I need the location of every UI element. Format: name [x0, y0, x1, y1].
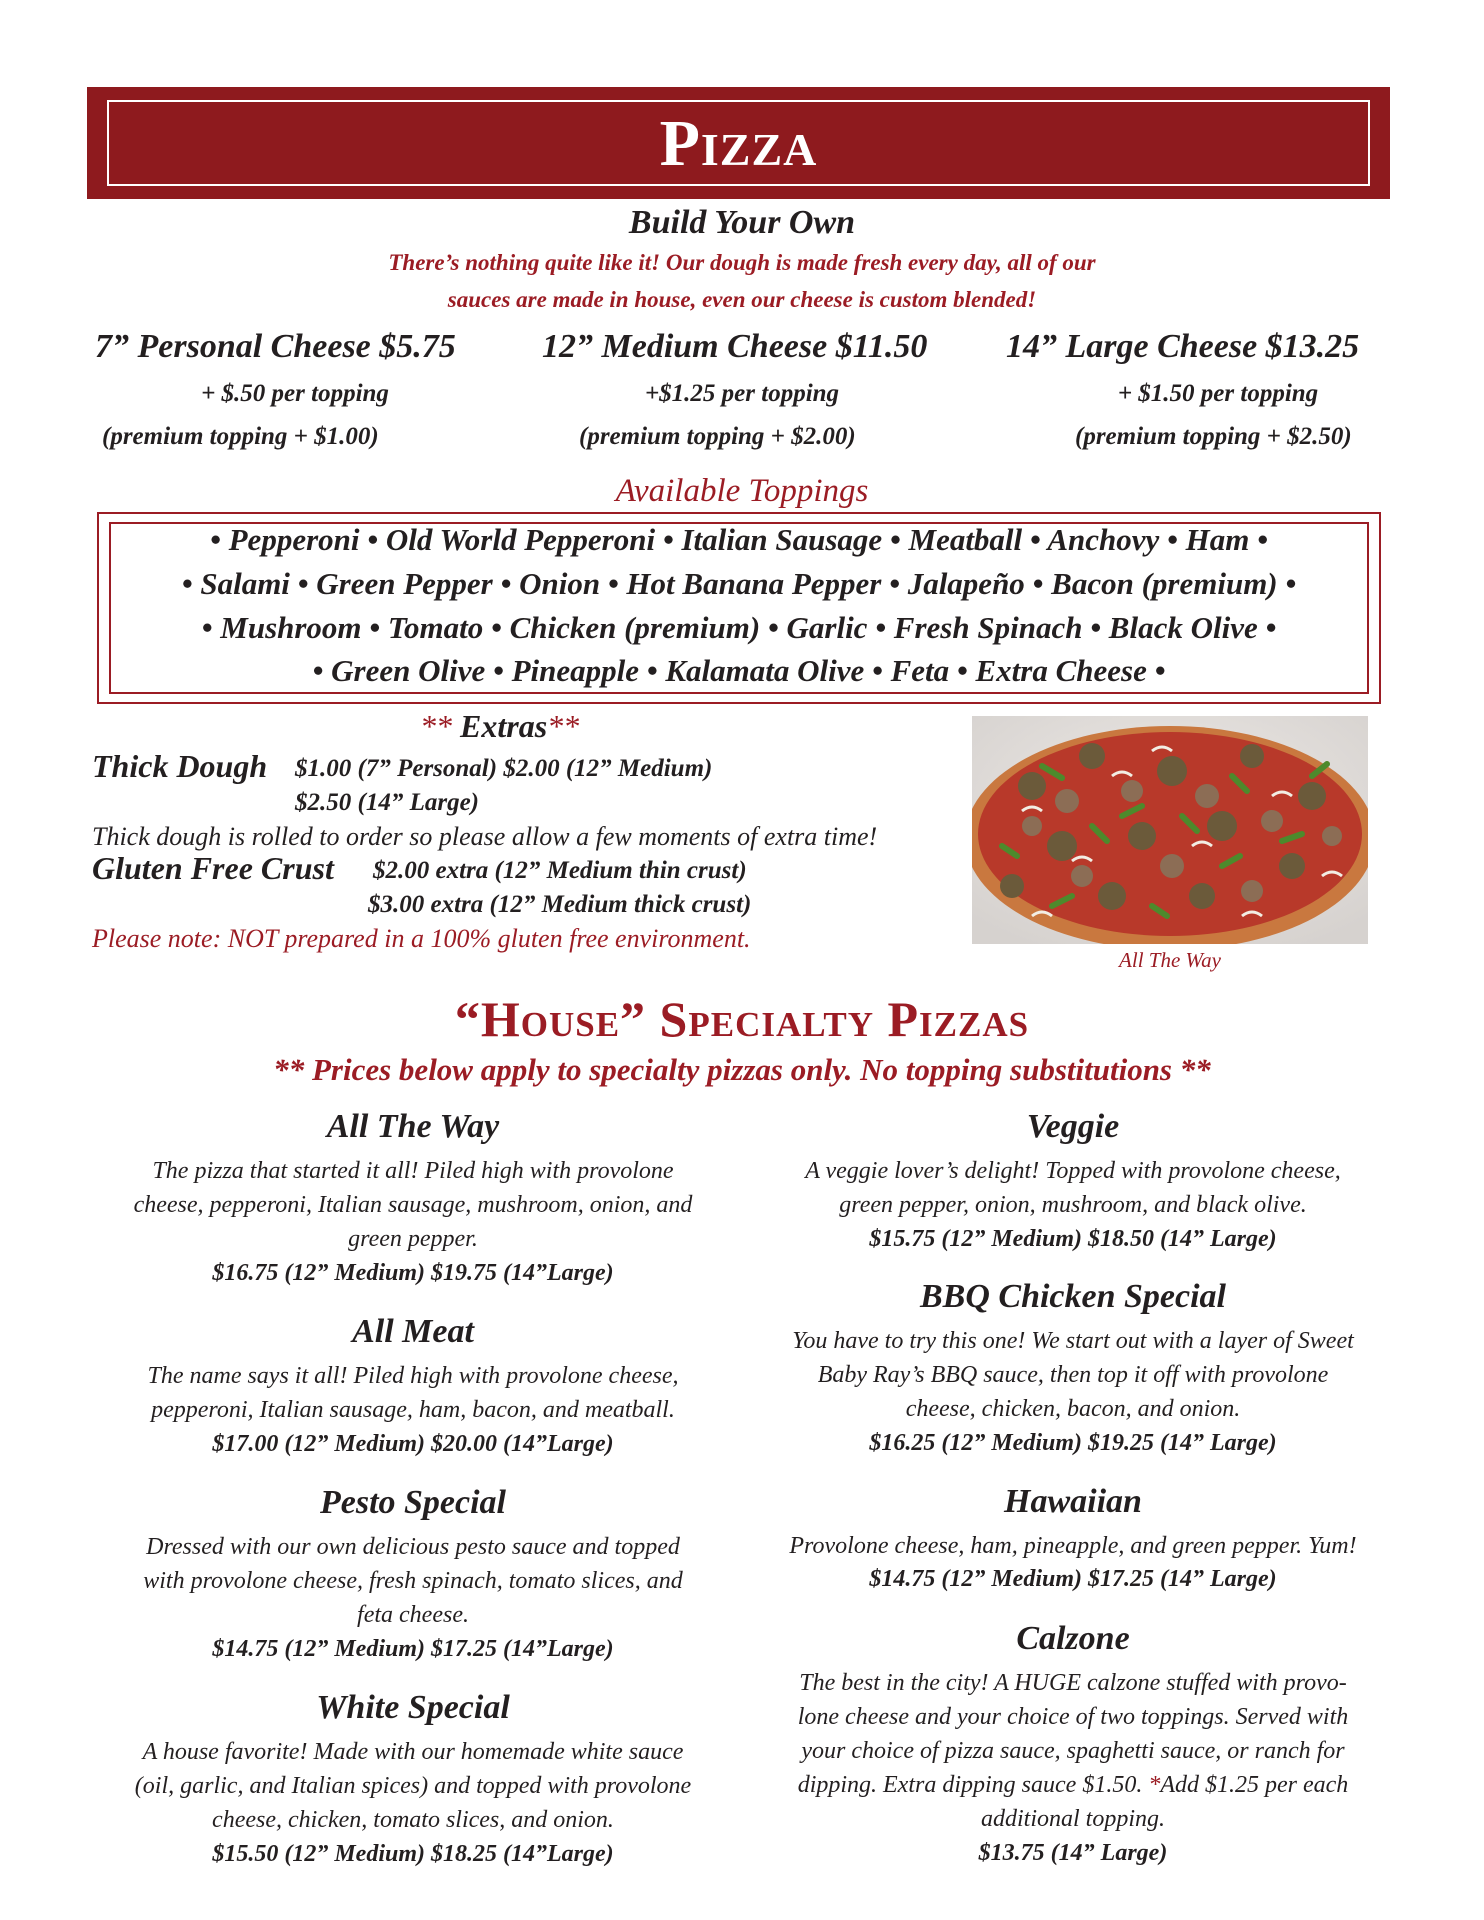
extras-heading — [420, 708, 579, 745]
pizza-desc-line: cheese, chicken, bacon, and onion. — [905, 1396, 1241, 1422]
pizza-desc-line: A house favorite! Made with our homemade white sauce — [142, 1739, 684, 1765]
pizza-name-veggie: Veggie — [1026, 1108, 1120, 1145]
pizza-desc-line: lone cheese and your choice of two toppings. Served with — [797, 1704, 1349, 1730]
pizza-desc-white-special — [88, 1735, 738, 1837]
pizza-price-calzone: $13.75 (14” Large) — [978, 1840, 1168, 1866]
size-large-premium: (premium topping + $2.50) — [1075, 423, 1352, 450]
pizza-desc-line: The pizza that started it all! Piled high with provolone — [152, 1158, 674, 1184]
toppings-line-4: • Green Olive • Pineapple • Kalamata Olive • Feta • Extra Cheese • — [312, 653, 1166, 688]
extras-stars-left: ** — [420, 708, 460, 744]
pizza-price-hawaiian: $14.75 (12” Medium) $17.25 (14” Large) — [869, 1566, 1277, 1592]
pizza-price-bbq-chicken-special: $16.25 (12” Medium) $19.25 (14” Large) — [869, 1430, 1277, 1456]
pizza-desc-line: Dressed with our own delicious pesto sauce and topped — [146, 1534, 680, 1560]
size-medium-topping: +$1.25 per topping — [644, 380, 840, 407]
house-specialty-title: “House” Specialty Pizzas — [454, 991, 1030, 1047]
intro-line-2: sauces are made in house, even our cheese is custom blended! — [447, 287, 1037, 312]
toppings-heading: Available Toppings — [615, 473, 869, 509]
pizza-desc-bbq-chicken-special — [748, 1324, 1398, 1426]
pizza-desc-line: additional topping. — [980, 1806, 1165, 1832]
size-large-topping: + $1.50 per topping — [1117, 380, 1319, 407]
pizza-name-bbq-chicken-special: BBQ Chicken Special — [919, 1278, 1227, 1315]
pizza-desc-line: cheese, pepperoni, Italian sausage, mushroom, onion, and — [133, 1192, 693, 1218]
size-large: 14” Large Cheese $13.25 — [1006, 328, 1360, 365]
pizza-name-all-the-way: All The Way — [326, 1108, 500, 1145]
pizza-desc-line: Baby Ray’s BBQ sauce, then top it off with provolone — [817, 1362, 1329, 1388]
pizza-desc-line: with provolone cheese, fresh spinach, tomato slices, and — [143, 1568, 683, 1594]
thick-dough-price-1: $1.00 (7” Personal) $2.00 (12” Medium) — [295, 755, 713, 782]
extras-stars-right: ** — [547, 708, 580, 744]
pizza-desc-calzone — [748, 1666, 1398, 1836]
pizza-desc-line: pepperoni, Italian sausage, ham, bacon, and meatball. — [151, 1397, 675, 1423]
thick-dough-note: Thick dough is rolled to order so please allow a few moments of extra time! — [92, 822, 878, 851]
pizza-desc-veggie — [748, 1154, 1398, 1222]
pizza-desc-line: cheese, chicken, tomato slices, and onion. — [212, 1807, 614, 1833]
pizza-price-pesto-special: $14.75 (12” Medium) $17.25 (14”Large) — [212, 1636, 614, 1662]
pizza-name-pesto-special: Pesto Special — [319, 1484, 507, 1521]
size-personal-premium: (premium topping + $1.00) — [102, 423, 379, 450]
pizza-desc-line: green pepper. — [348, 1226, 478, 1252]
pizza-desc-line: You have to try this one! We start out with a layer of Sweet — [792, 1328, 1354, 1354]
pizza-price-veggie: $15.75 (12” Medium) $18.50 (14” Large) — [869, 1226, 1277, 1252]
pizza-price-all-the-way: $16.75 (12” Medium) $19.75 (14”Large) — [212, 1260, 614, 1286]
size-personal: 7” Personal Cheese $5.75 — [95, 328, 456, 365]
pizza-desc-pesto-special — [88, 1530, 738, 1632]
pizza-desc-line: The name says it all! Piled high with provolone cheese, — [147, 1363, 679, 1389]
page-title: Pizza — [659, 107, 818, 180]
gluten-free-label: Gluten Free Crust — [92, 850, 334, 886]
gluten-free-price-2: $3.00 extra (12” Medium thick crust) — [368, 891, 752, 918]
pizza-photo — [972, 716, 1368, 944]
toppings-line-3: • Mushroom • Tomato • Chicken (premium) • Garlic • Fresh Spinach • Black Olive • — [201, 610, 1277, 645]
pizza-desc-line — [748, 1768, 1398, 1802]
size-medium: 12” Medium Cheese $11.50 — [542, 328, 928, 365]
pizza-name-calzone: Calzone — [1016, 1620, 1130, 1657]
size-personal-topping: + $.50 per topping — [201, 380, 389, 407]
pizza-price-white-special: $15.50 (12” Medium) $18.25 (14”Large) — [212, 1841, 614, 1867]
toppings-line-2: • Salami • Green Pepper • Onion • Hot Banana Pepper • Jalapeño • Bacon (premium) • — [181, 566, 1297, 601]
pizza-desc-line: feta cheese. — [357, 1602, 469, 1628]
pizza-desc-line: A veggie lover’s delight! Topped with provolone cheese, — [805, 1158, 1341, 1184]
thick-dough-price-2: $2.50 (14” Large) — [295, 789, 479, 816]
pizza-desc-line: (oil, garlic, and Italian spices) and topped with provolone — [134, 1773, 692, 1799]
calzone-desc-post: Add $1.25 per each — [1160, 1772, 1349, 1798]
intro-line-1: There’s nothing quite like it! Our dough is made fresh every day, all of our — [388, 250, 1096, 275]
pizza-desc-hawaiian — [748, 1529, 1398, 1563]
house-specialty-subtitle: ** Prices below apply to specialty pizzas only. No topping substitutions ** — [273, 1052, 1211, 1087]
photo-caption: All The Way — [1119, 948, 1221, 972]
pizza-desc-line: your choice of pizza sauce, spaghetti sauce, or ranch for — [801, 1738, 1345, 1764]
pizza-name-hawaiian: Hawaiian — [1004, 1483, 1142, 1520]
build-your-own-title: Build Your Own — [628, 204, 856, 241]
calzone-desc-pre: dipping. Extra dipping sauce $1.50. — [797, 1772, 1149, 1798]
pizza-desc-line: The best in the city! A HUGE calzone stuffed with provo- — [799, 1670, 1347, 1696]
pizza-price-all-meat: $17.00 (12” Medium) $20.00 (14”Large) — [212, 1431, 614, 1457]
pizza-name-white-special: White Special — [316, 1689, 510, 1726]
pizza-name-all-meat: All Meat — [352, 1313, 474, 1350]
toppings-line-1: • Pepperoni • Old World Pepperoni • Italian Sausage • Meatball • Anchovy • Ham • — [210, 522, 1268, 557]
gluten-free-price-1: $2.00 extra (12” Medium thin crust) — [373, 857, 747, 884]
gluten-free-note: Please note: NOT prepared in a 100% gluten free environment. — [92, 924, 751, 953]
pizza-desc-all-meat — [88, 1359, 738, 1427]
calzone-asterisk: * — [1148, 1772, 1161, 1798]
pizza-desc-line: Provolone cheese, ham, pineapple, and green pepper. Yum! — [789, 1533, 1357, 1559]
pizza-desc-line: green pepper, onion, mushroom, and black olive. — [839, 1192, 1307, 1218]
size-medium-premium: (premium topping + $2.00) — [579, 423, 856, 450]
extras-heading-text: Extras — [460, 708, 548, 744]
pizza-desc-all-the-way — [88, 1154, 738, 1256]
thick-dough-label: Thick Dough — [92, 748, 268, 784]
